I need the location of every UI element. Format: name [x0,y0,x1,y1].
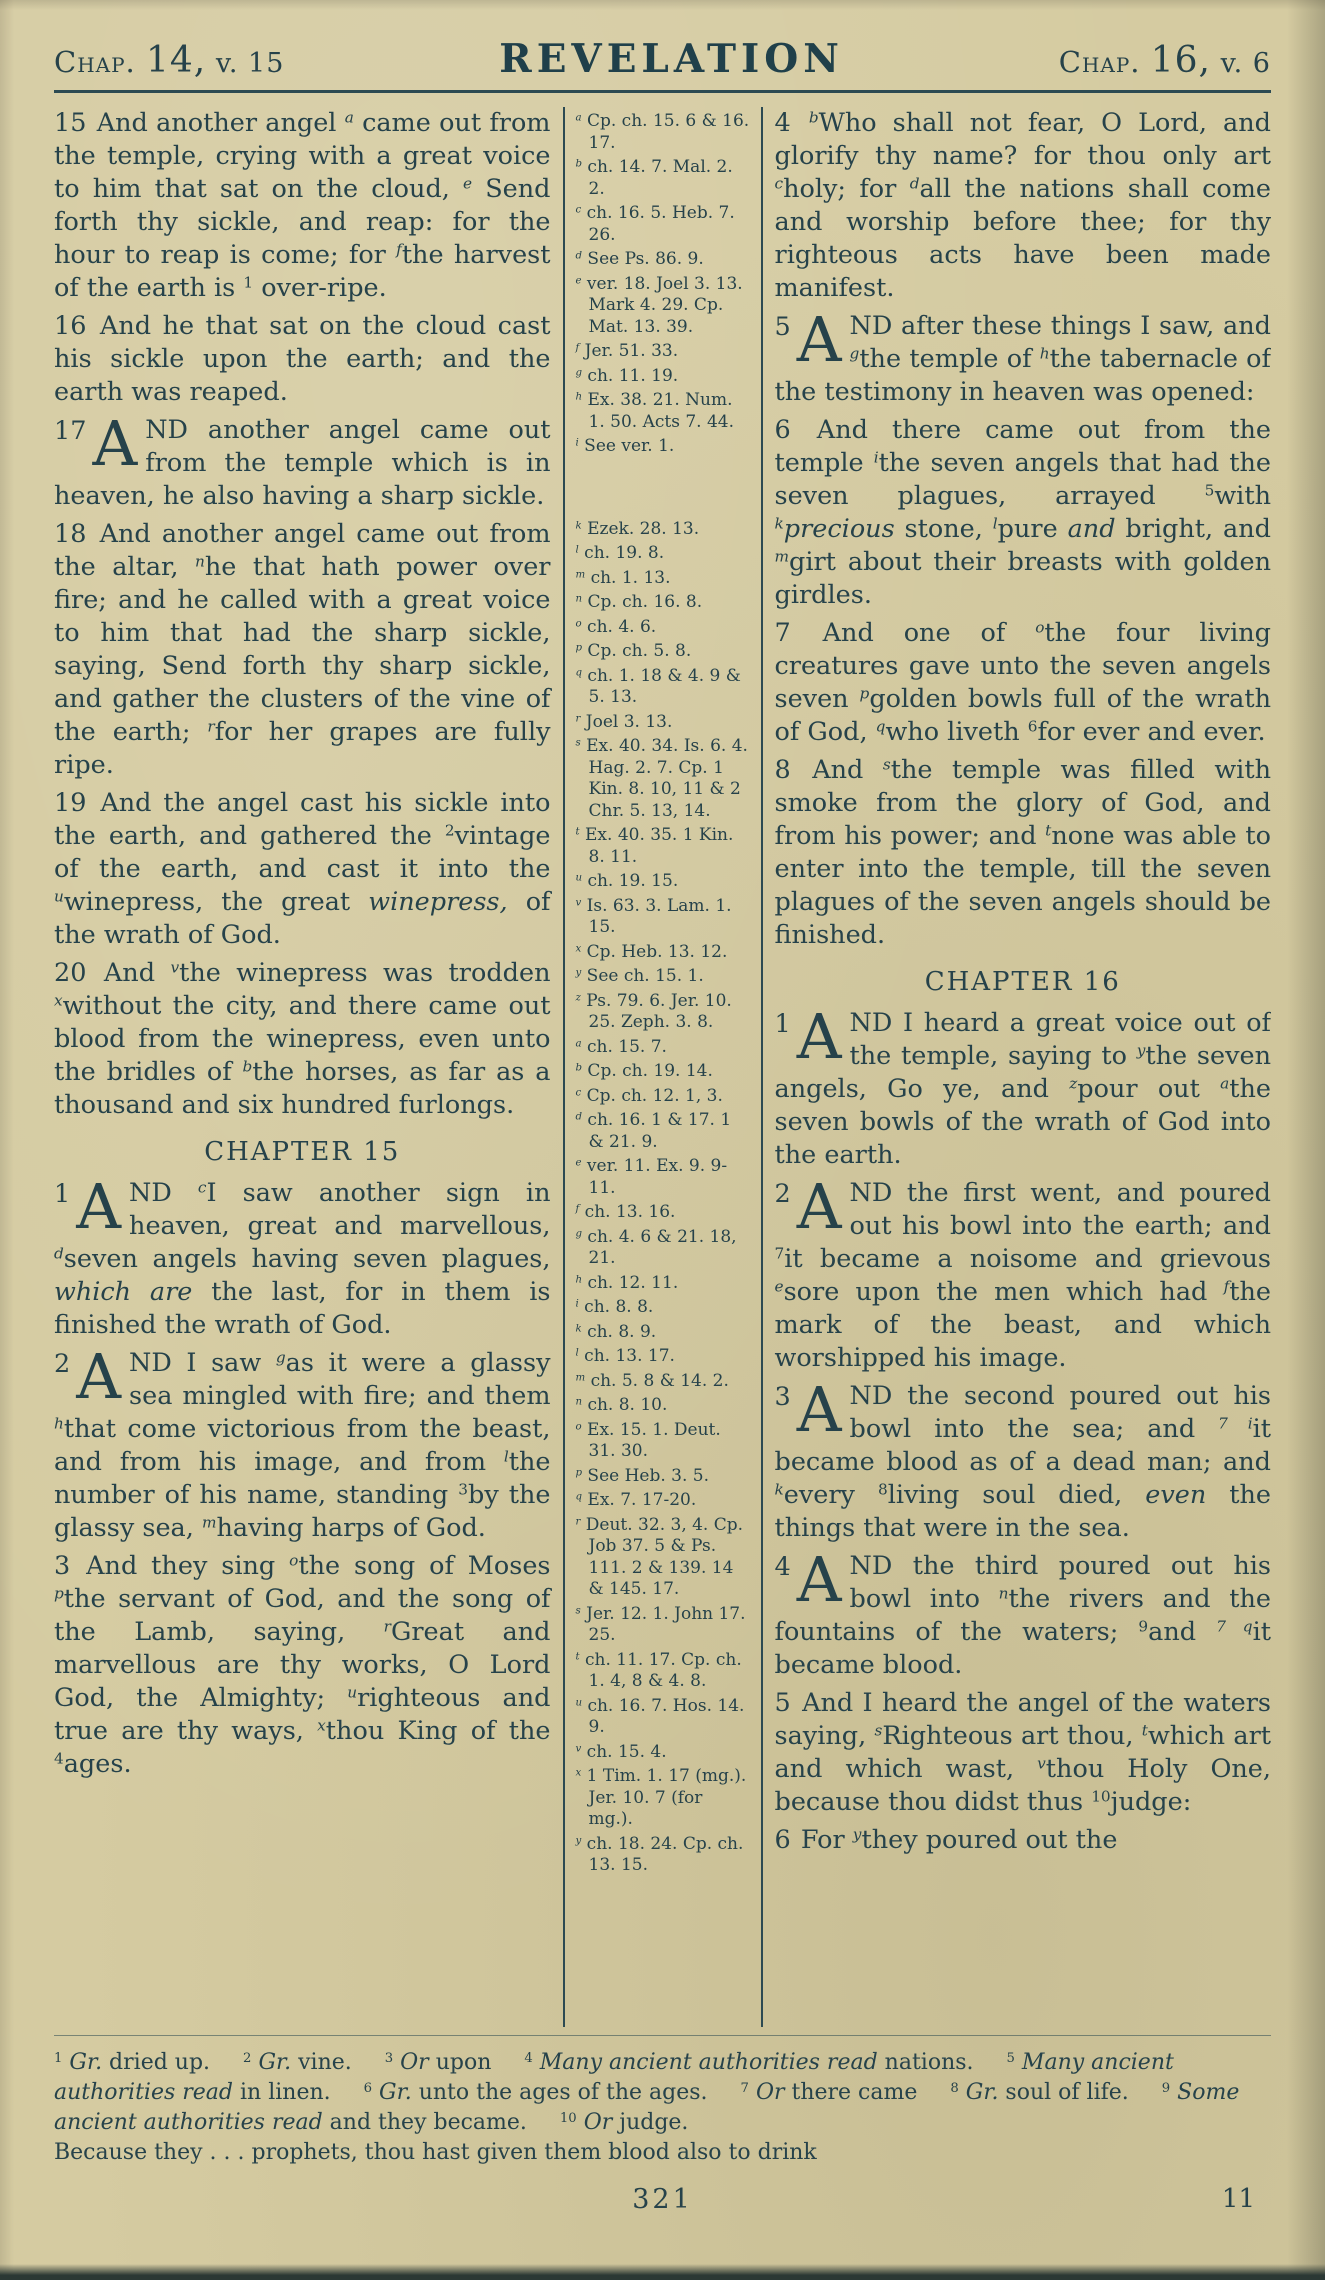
chapter-number-right: 16, [1150,40,1211,81]
dropcap-letter: A [796,1373,842,1446]
header-chapter-right [1059,40,1271,81]
footnote-continuation: Because they . . . prophets, thou hast given them blood also to drink [54,2140,817,2165]
verse-number: 4 [774,108,791,138]
dropcap-letter: A [796,1000,842,1073]
ref-entry: $^b$ ch. 14. 7. Mal. 2. 2. [575,157,733,199]
page-footer [0,2184,1325,2226]
verse: 16 And he that sat on the cloud cast his sickle upon the earth; and the earth was reaped. [54,311,551,407]
chapter-label-left: Chap. [54,45,136,79]
ref-entry: $^i$ See ver. 1. [575,436,675,456]
footnote-item: $^9$ Some ancient authorities read and they became. [54,2080,1240,2135]
verse: 8 And $^s$the temple was filled with smoke from the glory of God, and from his power; and $^t$none was able to enter into the temple, till the seven plagues of the seven angels should be finished. [774,755,1271,950]
verse-number: 15 [54,108,87,138]
verse-number: 17 [54,416,87,446]
ref-entry: $^k$ Ezek. 28. 13. [575,518,700,539]
ref-entry: $^g$ ch. 11. 19. [575,365,679,386]
verse: 20 And $^v$the winepress was trodden $^x$without the city, and there came out blood from the winepress, even unto the bridles of $^b$the horses, as far as a thousand and six hundred furlongs. [54,958,551,1120]
ref-entry: $^a$ Cp. ch. 15. 6 & 16. 17. [575,111,750,153]
footnote-item: $^{10}$ Or judge. [559,2110,689,2135]
verse-number: 3 [774,1382,791,1412]
ref-entry: $^u$ ch. 19. 15. [575,871,679,891]
page-header [0,0,1325,86]
verse: 18 And another angel came out from the altar, $^n$he that hath power over fire; and he called with a great voice to him that had the sharp sickle, saying, Send forth thy sharp sickle, and gather the clusters of the vine of the earth; $^r$for her grapes are fully ripe. [54,519,551,780]
footnote-item: $^6$ Gr. unto the ages of the ages. [363,2080,708,2105]
ref-entry: $^p$ See Heb. 3. 5. [575,1465,710,1486]
ref-entry: $^s$ Ex. 40. 34. Is. 6. 4. Hag. 2. 7. Cp. 1 Kin. 8. 10, 11 & 2 Chr. 5. 13, 14. [575,736,748,821]
footnote-item: $^5$ Many ancient authorities read in linen. [54,2050,1174,2105]
footnotes-section [54,2035,1271,2168]
footnotes [54,2048,1271,2138]
verse: 3 And they sing $^o$the song of Moses $^p$the servant of God, and the song of the Lamb, saying, $^r$Great and marvellous are thy works, O Lord God, the Almighty; $^u$righteous and true are thy ways, $^x$thou King of the $^4$ages. [54,1551,551,1779]
ref-entry: $^t$ ch. 11. 17. Cp. ch. 1. 4, 8 & 4. 8. [575,1649,742,1691]
dropcap-letter: A [796,1543,842,1616]
chapter-label-right: Chap. [1058,45,1141,79]
ref-entry: $^c$ ch. 16. 5. Heb. 7. 26. [575,203,735,245]
ref-entry: $^m$ ch. 1. 13. [575,567,671,588]
verse: 1 A ND $^c$I saw another sign in heaven, great and marvellous, $^d$seven angels having seven plagues, which are the last, for in them is finished the wrath of God. [54,1170,551,1340]
ref-entry: $^o$ Ex. 15. 1. Deut. 31. 30. [575,1419,721,1461]
header-chapter-left [54,40,284,81]
verse-number: 8 [774,755,791,785]
ref-entry: $^z$ Ps. 79. 6. Jer. 10. 25. Zeph. 3. 8. [575,990,732,1032]
footnote-item: $^1$ Gr. dried up. [54,2050,211,2075]
verse-number: 3 [54,1551,71,1581]
ref-entry: $^y$ See ch. 15. 1. [575,966,704,986]
ref-column [563,107,763,2027]
ref-entry: $^f$ ch. 13. 16. [575,1202,676,1222]
verse: 4 $^b$Who shall not fear, O Lord, and glorify thy name? for thou only art $^c$holy; for $^d$all the nations shall come and worship before thee; for thy righteous acts have been made manifest. [774,108,1271,303]
ref-entry: $^p$ Cp. ch. 5. 8. [575,641,692,661]
ref-entry: $^l$ ch. 13. 17. [575,1346,675,1366]
verse-number: 5 [774,1688,791,1718]
chapter-verse-right: v. 6 [1211,48,1271,79]
ref-entry: $^y$ ch. 18. 24. Cp. ch. 13. 15. [575,1833,744,1875]
verse: 19 And the angel cast his sickle into the earth, and gathered the $^2$vintage of the earth, and cast it into the $^u$winepress, the great winepress, of the wrath of God. [54,788,551,950]
ref-entry: $^e$ ver. 11. Ex. 9. 9-11. [575,1156,728,1198]
verse-number: 1 [774,1009,791,1039]
verse-number: 5 [774,312,791,342]
book-title: REVELATION [499,36,844,82]
dropcap [774,303,842,376]
dropcap-letter: A [92,407,138,480]
verse-number: 6 [774,1825,791,1855]
verse-number: 2 [774,1179,791,1209]
ref-entry: $^c$ Cp. ch. 12. 1, 3. [575,1085,723,1106]
chapter-heading: CHAPTER 16 [924,967,1121,997]
verse: 1 A ND I heard a great voice out of the temple, saying to $^y$the seven angels, Go ye, and $^z$pour out $^a$the seven bowls of the wrath of God into the earth. [774,1000,1271,1170]
verse-number: 20 [54,958,87,988]
verse: 2 A ND I saw $^g$as it were a glassy sea mingled with fire; and them $^h$that come victorious from the beast, and from his image, and from $^l$the number of his name, standing $^3$by the glassy sea, $^m$having harps of God. [54,1340,551,1543]
ref-entry: $^o$ ch. 4. 6. [575,616,657,637]
ref-entry: $^g$ ch. 4. 6 & 21. 18, 21. [575,1226,737,1268]
dropcap-letter: A [76,1170,122,1243]
ref-entry: $^h$ Ex. 38. 21. Num. 1. 50. Acts 7. 44. [575,390,734,432]
verse-number: 6 [774,415,791,445]
ref-entry: $^s$ Jer. 12. 1. John 17. 25. [575,1603,746,1645]
ref-entry: $^x$ Cp. Heb. 13. 12. [575,941,728,962]
verse: 17 A ND another angel came out from the temple which is in heaven, he also having a sharp sickle. [54,407,551,511]
ref-entry: $^t$ Ex. 40. 35. 1 Kin. 8. 11. [575,825,734,867]
verse: 6 And there came out from the temple $^i$the seven angels that had the seven plagues, arrayed $^5$with $^k$precious stone, $^l$pure and bright, and $^m$girt about their breasts with golden girdles. [774,415,1271,610]
ref-entry: $^b$ Cp. ch. 19. 14. [575,1061,713,1081]
ref-entry: $^v$ ch. 15. 4. [575,1741,667,1762]
verse: 4 A ND the third poured out his bowl into $^n$the rivers and the fountains of the waters; $^9$and $^{7 q}$it became blood. [774,1543,1271,1680]
header-rule [54,90,1271,93]
ref-entry: $^k$ ch. 8. 9. [575,1321,657,1342]
ref-entry: $^h$ ch. 12. 11. [575,1272,679,1293]
verse-number: 2 [54,1349,71,1379]
ref-entry: $^a$ ch. 15. 7. [575,1036,667,1057]
footnote-item: $^8$ Gr. soul of life. [950,2080,1129,2105]
dropcap [774,1000,842,1073]
ref-entry: $^n$ ch. 8. 10. [575,1395,668,1415]
dropcap-letter: A [796,303,842,376]
footnote-item: $^2$ Gr. vine. [243,2050,352,2075]
chapter-verse-left: v. 15 [206,48,285,79]
scan-edge-bottom [0,2264,1325,2280]
chapter-heading: CHAPTER 15 [204,1137,401,1167]
scan-edge-left [0,0,14,2280]
dropcap [774,1170,842,1243]
dropcap [774,1373,842,1446]
verse: 2 A ND the first went, and poured out his bowl into the earth; and $^7$it became a noisome and grievous $^e$sore upon the men which had $^f$the mark of the beast, and which worshipped his image. [774,1170,1271,1373]
ref-entry: $^e$ ver. 18. Joel 3. 13. Mark 4. 29. Cp. Mat. 13. 39. [575,273,743,337]
dropcap [54,407,138,480]
footnote-item: $^4$ Many ancient authorities read nations. [524,2050,974,2075]
page-number: 321 [632,2184,693,2215]
verse-number: 18 [54,519,87,549]
ref-entry: $^v$ Is. 63. 3. Lam. 1. 15. [575,895,732,937]
verse: 5 A ND after these things I saw, and $^g$the temple of $^h$the tabernacle of the testimony in heaven was opened: [774,303,1271,407]
verse-number: 16 [54,311,87,341]
ref-entry: $^d$ ch. 16. 1 & 17. 1 & 21. 9. [575,1110,732,1152]
scan-edge-right [1287,0,1325,2280]
dropcap [774,1543,842,1616]
leaf-number: 11 [1221,2184,1255,2214]
dropcap [54,1340,122,1413]
ref-entry: $^l$ ch. 19. 8. [575,543,665,563]
ref-entry: $^r$ Deut. 32. 3, 4. Cp. Job 37. 5 & Ps. 111. 2 & 139. 14 & 145. 17. [575,1514,744,1599]
ref-entry: $^q$ ch. 1. 18 & 4. 9 & 5. 13. [575,665,741,707]
footnote-item: $^7$ Or there came [740,2080,918,2105]
verse-number: 1 [54,1179,71,1209]
verse-number: 7 [774,618,791,648]
verse-number: 19 [54,788,87,818]
verse: 3 A ND the second poured out his bowl into the sea; and $^{7 i}$it became blood as of a dead man; and $^k$every $^8$living soul died, even the things that were in the sea. [774,1373,1271,1543]
verse: 6 For $^y$they poured out the [774,1825,1118,1855]
verse: 15 And another angel $^a$ came out from the temple, crying with a great voice to him that sat on the cloud, $^e$ Send forth thy sickle, and reap: for the hour to reap is come; for $^f$the harvest of the earth is $^1$ over-ripe. [54,108,551,303]
ref-entry: $^f$ Jer. 51. 33. [575,341,679,361]
ref-entry: $^m$ ch. 5. 8 & 14. 2. [575,1370,729,1391]
ref-entry: $^x$ 1 Tim. 1. 17 (mg.). Jer. 10. 7 (for mg.). [575,1766,747,1829]
dropcap [54,1170,122,1243]
ref-gap [576,461,752,519]
right-column [763,107,1272,2027]
ref-entry: $^n$ Cp. ch. 16. 8. [575,592,703,612]
verse: 5 And I heard the angel of the waters saying, $^s$Righteous art thou, $^t$which art and which wast, $^v$thou Holy One, because thou didst thus $^{10}$judge: [774,1688,1271,1817]
ref-entry: $^q$ Ex. 7. 17-20. [575,1490,697,1510]
left-column [54,107,563,2027]
chapter-number-left: 14, [145,40,207,81]
ref-entry: $^d$ See Ps. 86. 9. [575,249,704,269]
ref-entry: $^u$ ch. 16. 7. Hos. 14. 9. [575,1695,745,1737]
text-columns [54,107,1271,2027]
dropcap-letter: A [76,1340,122,1413]
ref-entry: $^i$ ch. 8. 8. [575,1297,654,1317]
ref-entry: $^r$ Joel 3. 13. [575,711,673,732]
verse: 7 And one of $^o$the four living creatures gave unto the seven angels seven $^p$golden bowls full of the wrath of God, $^q$who liveth $^6$for ever and ever. [774,618,1271,747]
dropcap-letter: A [796,1170,842,1243]
footnote-item: $^3$ Or upon [384,2050,492,2075]
verse-number: 4 [774,1552,791,1582]
